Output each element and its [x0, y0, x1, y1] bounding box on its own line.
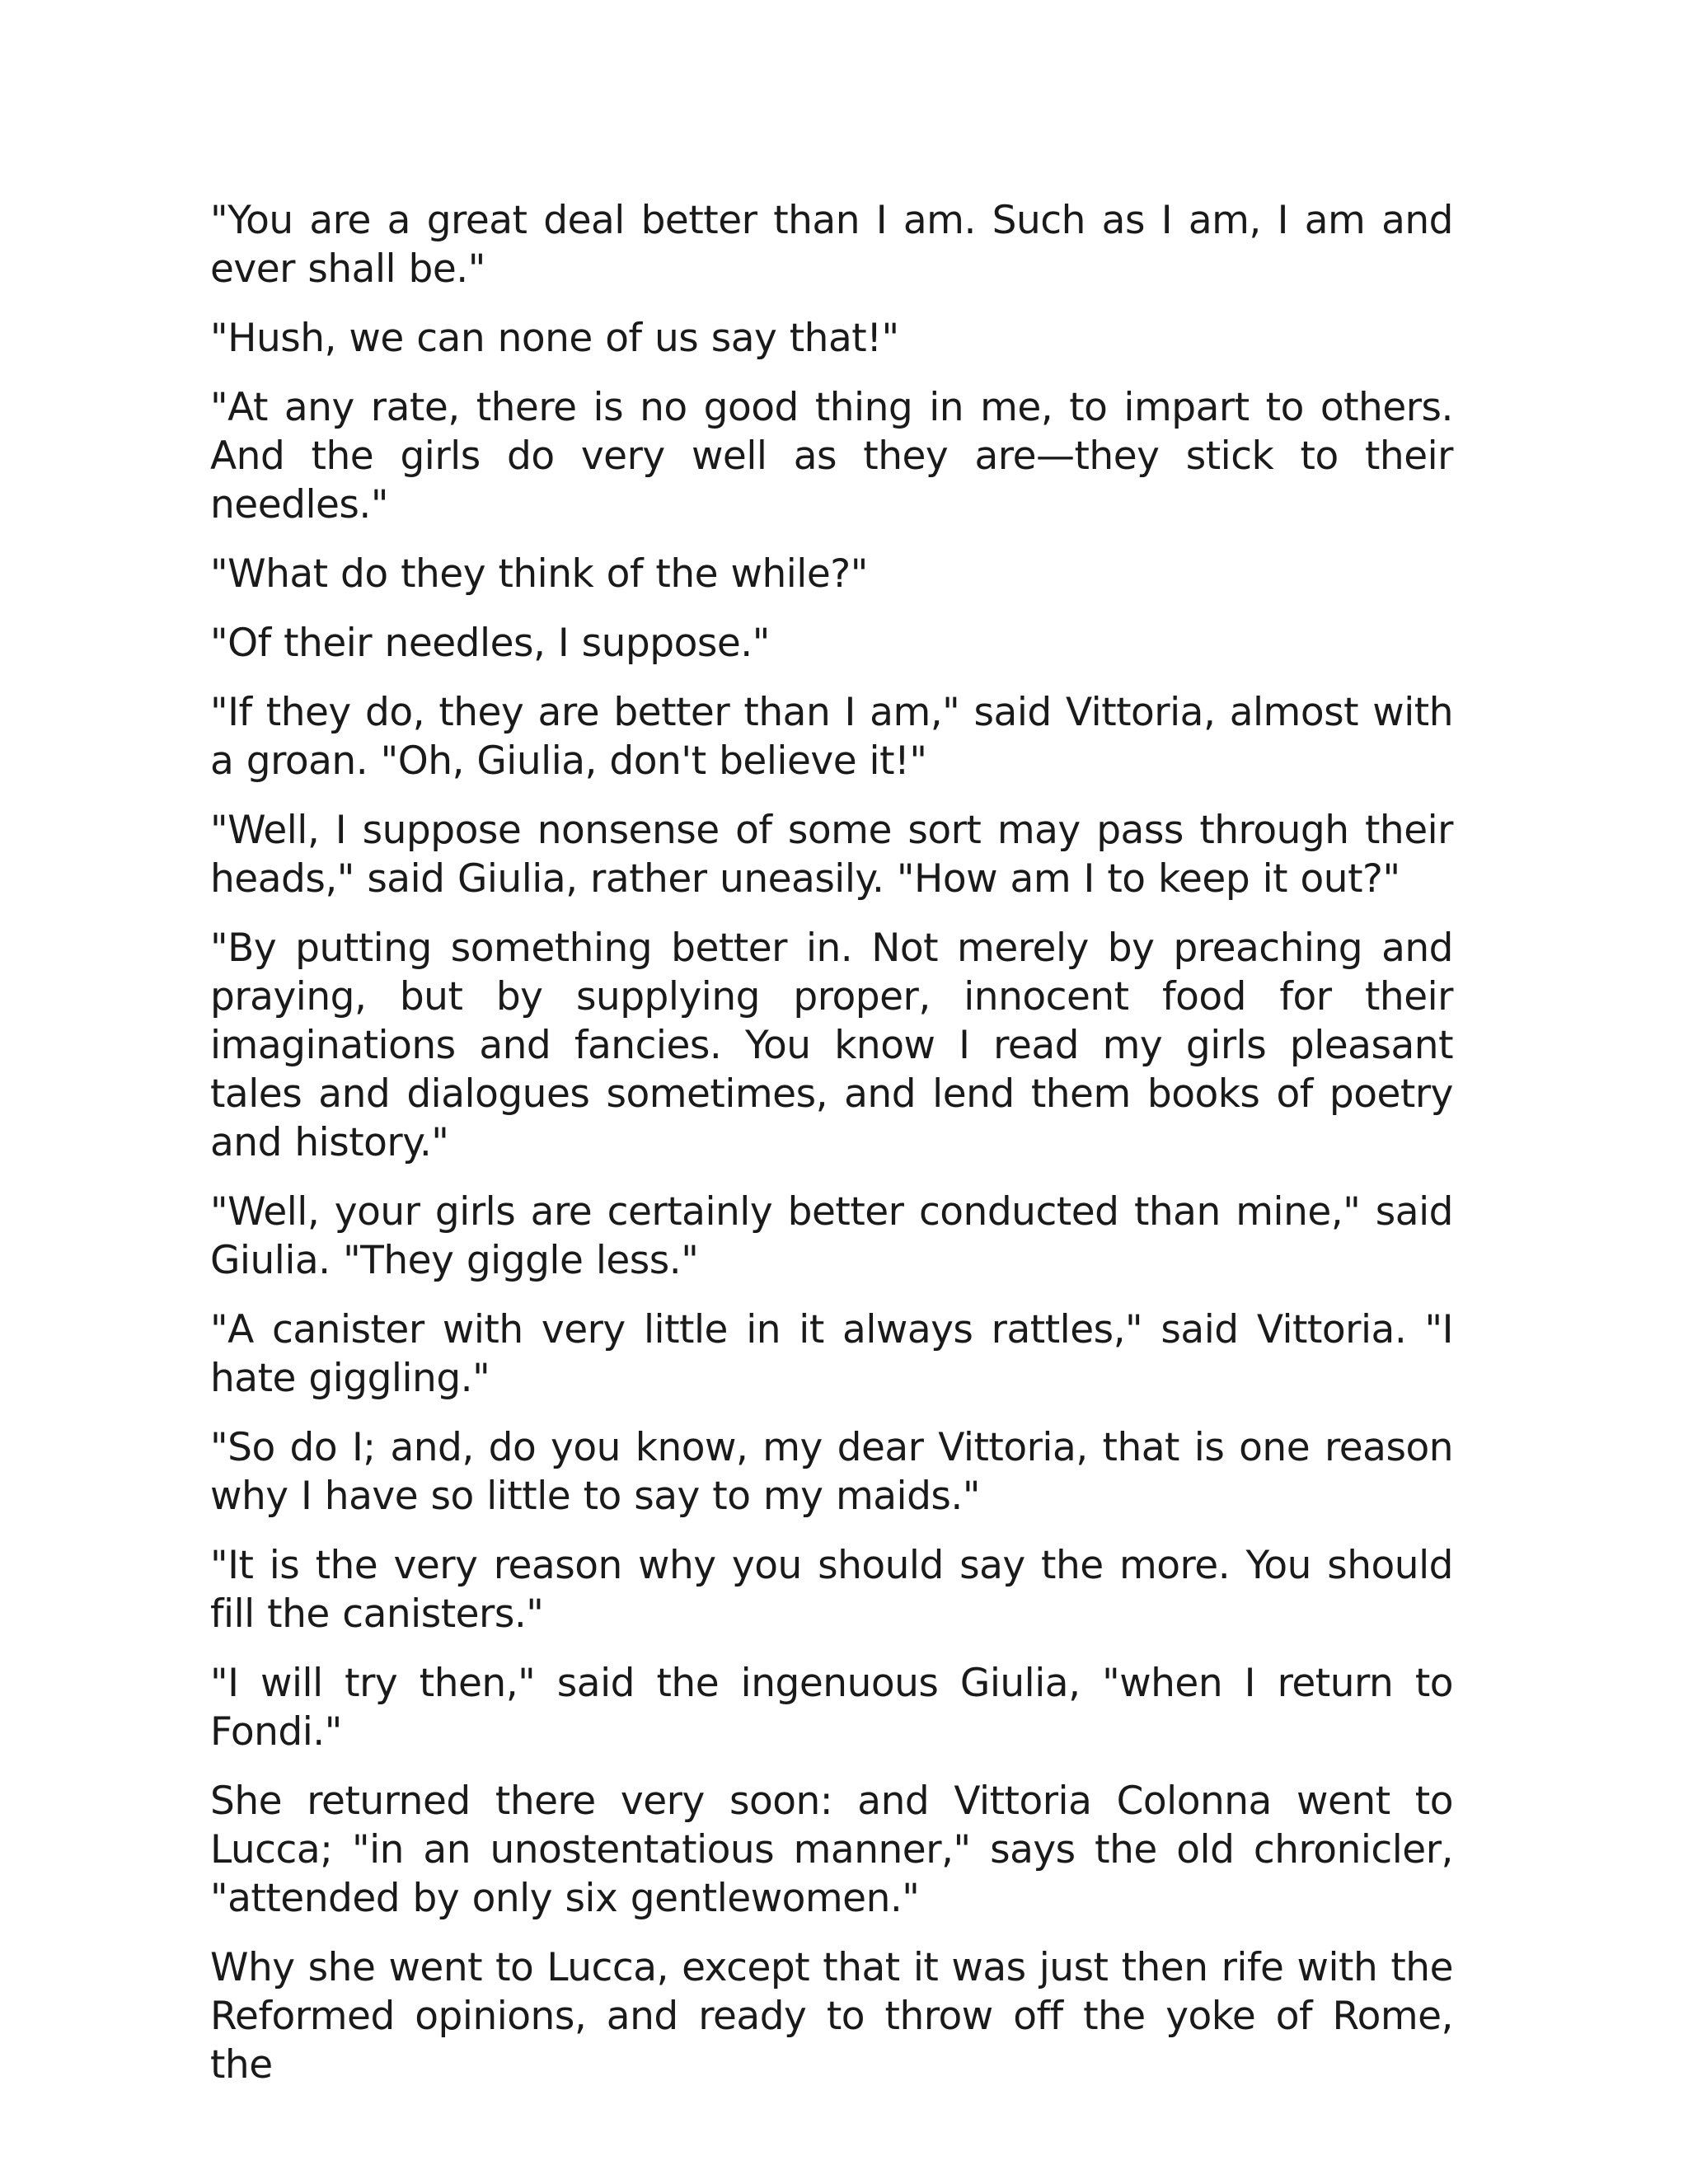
document-page [210, 196, 1453, 2110]
paragraph-6: "If they do, they are better than I am," said Vittoria, almost with a groan. "Oh, Giulia, don't believe it!" [210, 690, 1453, 784]
paragraph-15: Why she went to Lucca, except that it was just then rife with the Reformed opinions, and ready to throw off the yoke of Rome, the [210, 1945, 1453, 2088]
paragraph-8: "By putting something better in. Not merely by preaching and praying, but by supplying proper, innocent food for their imaginations and fancies. You know I read my girls pleasant tales and dialogues sometimes, and lend them books of poetry and history." [210, 926, 1453, 1165]
paragraph-4: "What do they think of the while?" [210, 551, 868, 597]
paragraph-2: "Hush, we can none of us say that!" [210, 316, 899, 361]
paragraph-7: "Well, I suppose nonsense of some sort may pass through their heads," said Giulia, rather uneasily. "How am I to keep it out?" [210, 808, 1453, 902]
paragraph-14: She returned there very soon: and Vittoria Colonna went to Lucca; "in an unostentatious manner," says the old chronicler, "attended by only six gentlewomen." [210, 1779, 1453, 1921]
paragraph-5: "Of their needles, I suppose." [210, 621, 770, 666]
paragraph-12: "It is the very reason why you should say the more. You should fill the canisters." [210, 1543, 1453, 1637]
paragraph-1: "You are a great deal better than I am. Such as I am, I am and ever shall be." [210, 198, 1453, 292]
paragraph-3: "At any rate, there is no good thing in me, to impart to others. And the girls do very well as they are—they stick to their needles." [210, 385, 1453, 527]
paragraph-10: "A canister with very little in it always rattles," said Vittoria. "I hate giggling." [210, 1307, 1453, 1401]
paragraph-9: "Well, your girls are certainly better conducted than mine," said Giulia. "They giggle less." [210, 1189, 1453, 1283]
paragraph-13: "I will try then," said the ingenuous Giulia, "when I return to Fondi." [210, 1661, 1453, 1755]
paragraph-11: "So do I; and, do you know, my dear Vittoria, that is one reason why I have so little to say to my maids." [210, 1425, 1453, 1519]
